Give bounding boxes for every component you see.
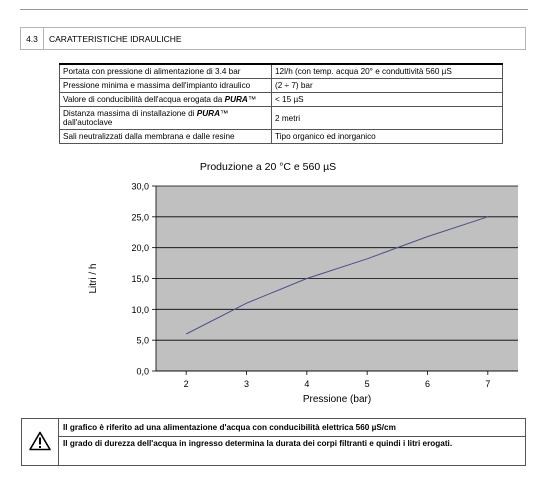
spec-label-suffix: ™ [247,95,257,104]
x-tick-label: 3 [243,379,250,389]
spec-label: Sali neutralizzati dalla membrana e dalle resine [60,130,272,144]
notes-table [21,418,526,466]
x-axis-label: Pressione (bar) [302,394,372,405]
production-chart [0,152,537,412]
spec-row [60,107,503,130]
y-tick-label: 0,0 [136,366,149,377]
top-divider [20,9,528,10]
y-tick-label: 15,0 [131,274,149,284]
y-tick-label: 10,0 [131,304,149,315]
x-tick-label: 6 [424,379,431,389]
spec-label: Portata con pressione di alimentazione di 3.4 bar [60,64,272,79]
hydraulic-specs-table [59,63,503,144]
spec-label [60,93,272,107]
warning-triangle-icon [29,431,51,451]
x-tick-label: 7 [485,379,491,389]
note-line: Il grafico è riferito ad una alimentazione d'acqua con conducibilità elettrica 560 µS/cm [59,419,526,437]
x-axis [156,371,518,389]
spec-value: 12l/h (con temp. acqua 20° e conduttività 560 µS [272,64,503,79]
x-tick-label: 4 [304,379,310,389]
y-tick-label: 25,0 [131,212,149,223]
y-axis [131,182,156,377]
y-axis-label: Litri / h [88,263,99,294]
section-title: CARATTERISTICHE IDRAULICHE [49,33,182,44]
spec-label: Pressione minima e massima dell'impianto idraulico [60,79,272,93]
brand-name: PURA [196,109,220,118]
section-header [20,27,526,50]
y-tick-label: 20,0 [131,243,149,254]
note-row [22,437,526,466]
note-row [22,419,526,437]
spec-row [60,130,503,144]
y-tick-label: 5,0 [136,335,149,346]
spec-row [60,93,503,107]
warning-cell [22,419,59,466]
spec-label-text: Valore di conducibilità dell'acqua erogata da [63,95,225,104]
spec-value: Tipo organico ed inorganico [272,130,503,144]
spec-value: < 15 µS [272,93,503,107]
spec-label-text: Distanza massima di installazione di [63,109,197,118]
y-tick-label: 30,0 [131,181,149,192]
spec-row [60,79,503,93]
chart-title: Produzione a 20 °C e 560 µS [199,161,337,173]
spec-value: (2 ÷ 7) bar [272,79,503,93]
brand-name: PURA [224,95,248,104]
spec-value: 2 metri [272,107,503,130]
spec-label [60,107,272,130]
spec-row [60,64,503,79]
x-tick-label: 5 [364,379,370,389]
chart-svg [0,152,537,412]
section-number: 4.3 [21,28,44,49]
x-tick-label: 2 [183,379,189,389]
spec-label-suffix: ™ dall'autoclave [63,109,229,127]
note-line: Il grado di durezza dell'acqua in ingresso determina la durata dei corpi filtranti e quindi i litri erogati. [59,437,526,466]
